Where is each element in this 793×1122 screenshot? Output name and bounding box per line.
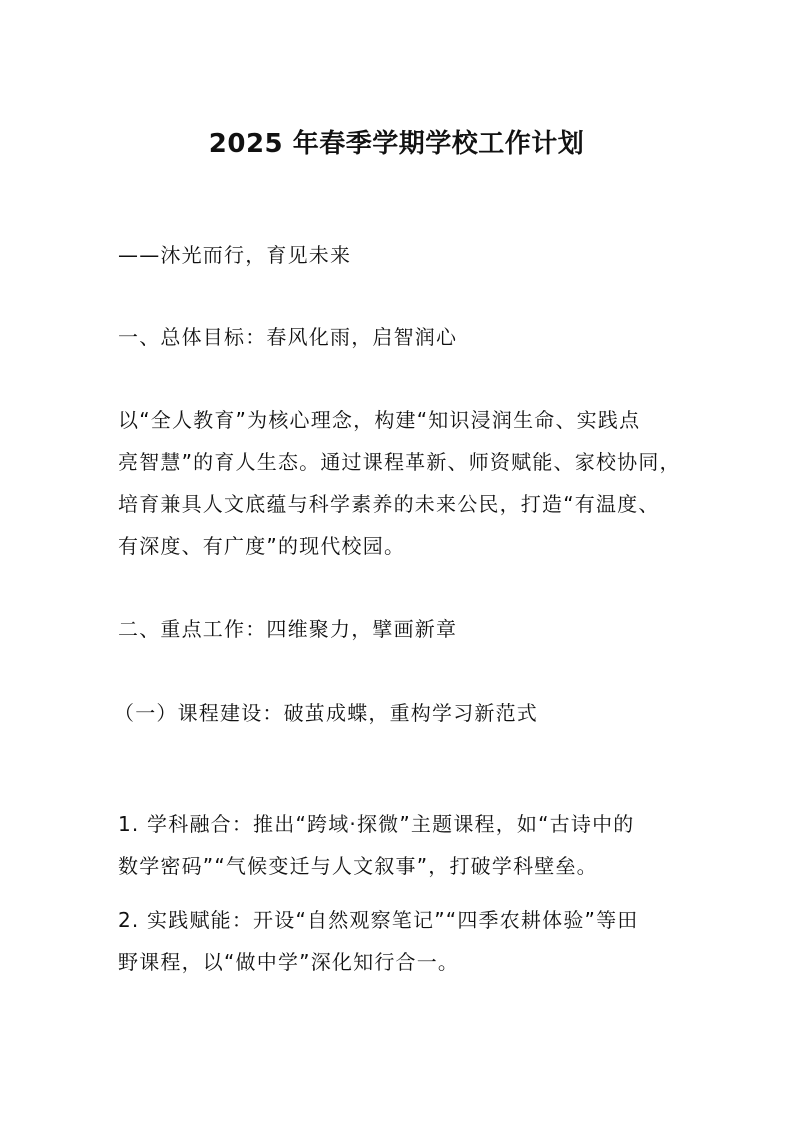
paragraph-line: 数学密码”“气候变迁与人文叙事”，打破学科壁垒。 (118, 854, 598, 878)
section2-heading: 二、重点工作：四维聚力，擘画新章 (118, 617, 458, 641)
item1-paragraph (118, 803, 678, 887)
document-subtitle: ——沐光而行，育见未来 (118, 243, 352, 267)
paragraph-line: 野课程，以“做中学”深化知行合一。 (118, 950, 460, 974)
paragraph-line: 1. 学科融合：推出“跨域·探微”主题课程，如“古诗中的 (118, 812, 635, 836)
paragraph-line: 2. 实践赋能：开设“自然观察笔记”“四季农耕体验”等田 (118, 908, 639, 932)
section1-heading: 一、总体目标：春风化雨，启智润心 (118, 325, 458, 349)
paragraph-line: 亮智慧”的育人生态。通过课程革新、师资赋能、家校协同， (118, 450, 681, 474)
paragraph-line: 有深度、有广度”的现代校园。 (118, 534, 406, 558)
item2-paragraph (118, 899, 678, 983)
subsection1-heading: （一）课程建设：破茧成蝶，重构学习新范式 (114, 701, 538, 725)
paragraph-line: 培育兼具人文底蕴与科学素养的未来公民，打造“有温度、 (118, 492, 660, 516)
document-title: 2025 年春季学期学校工作计划 (208, 129, 585, 159)
section1-paragraph (118, 399, 681, 567)
paragraph-line: 以“全人教育”为核心理念，构建“知识浸润生命、实践点 (118, 408, 641, 432)
